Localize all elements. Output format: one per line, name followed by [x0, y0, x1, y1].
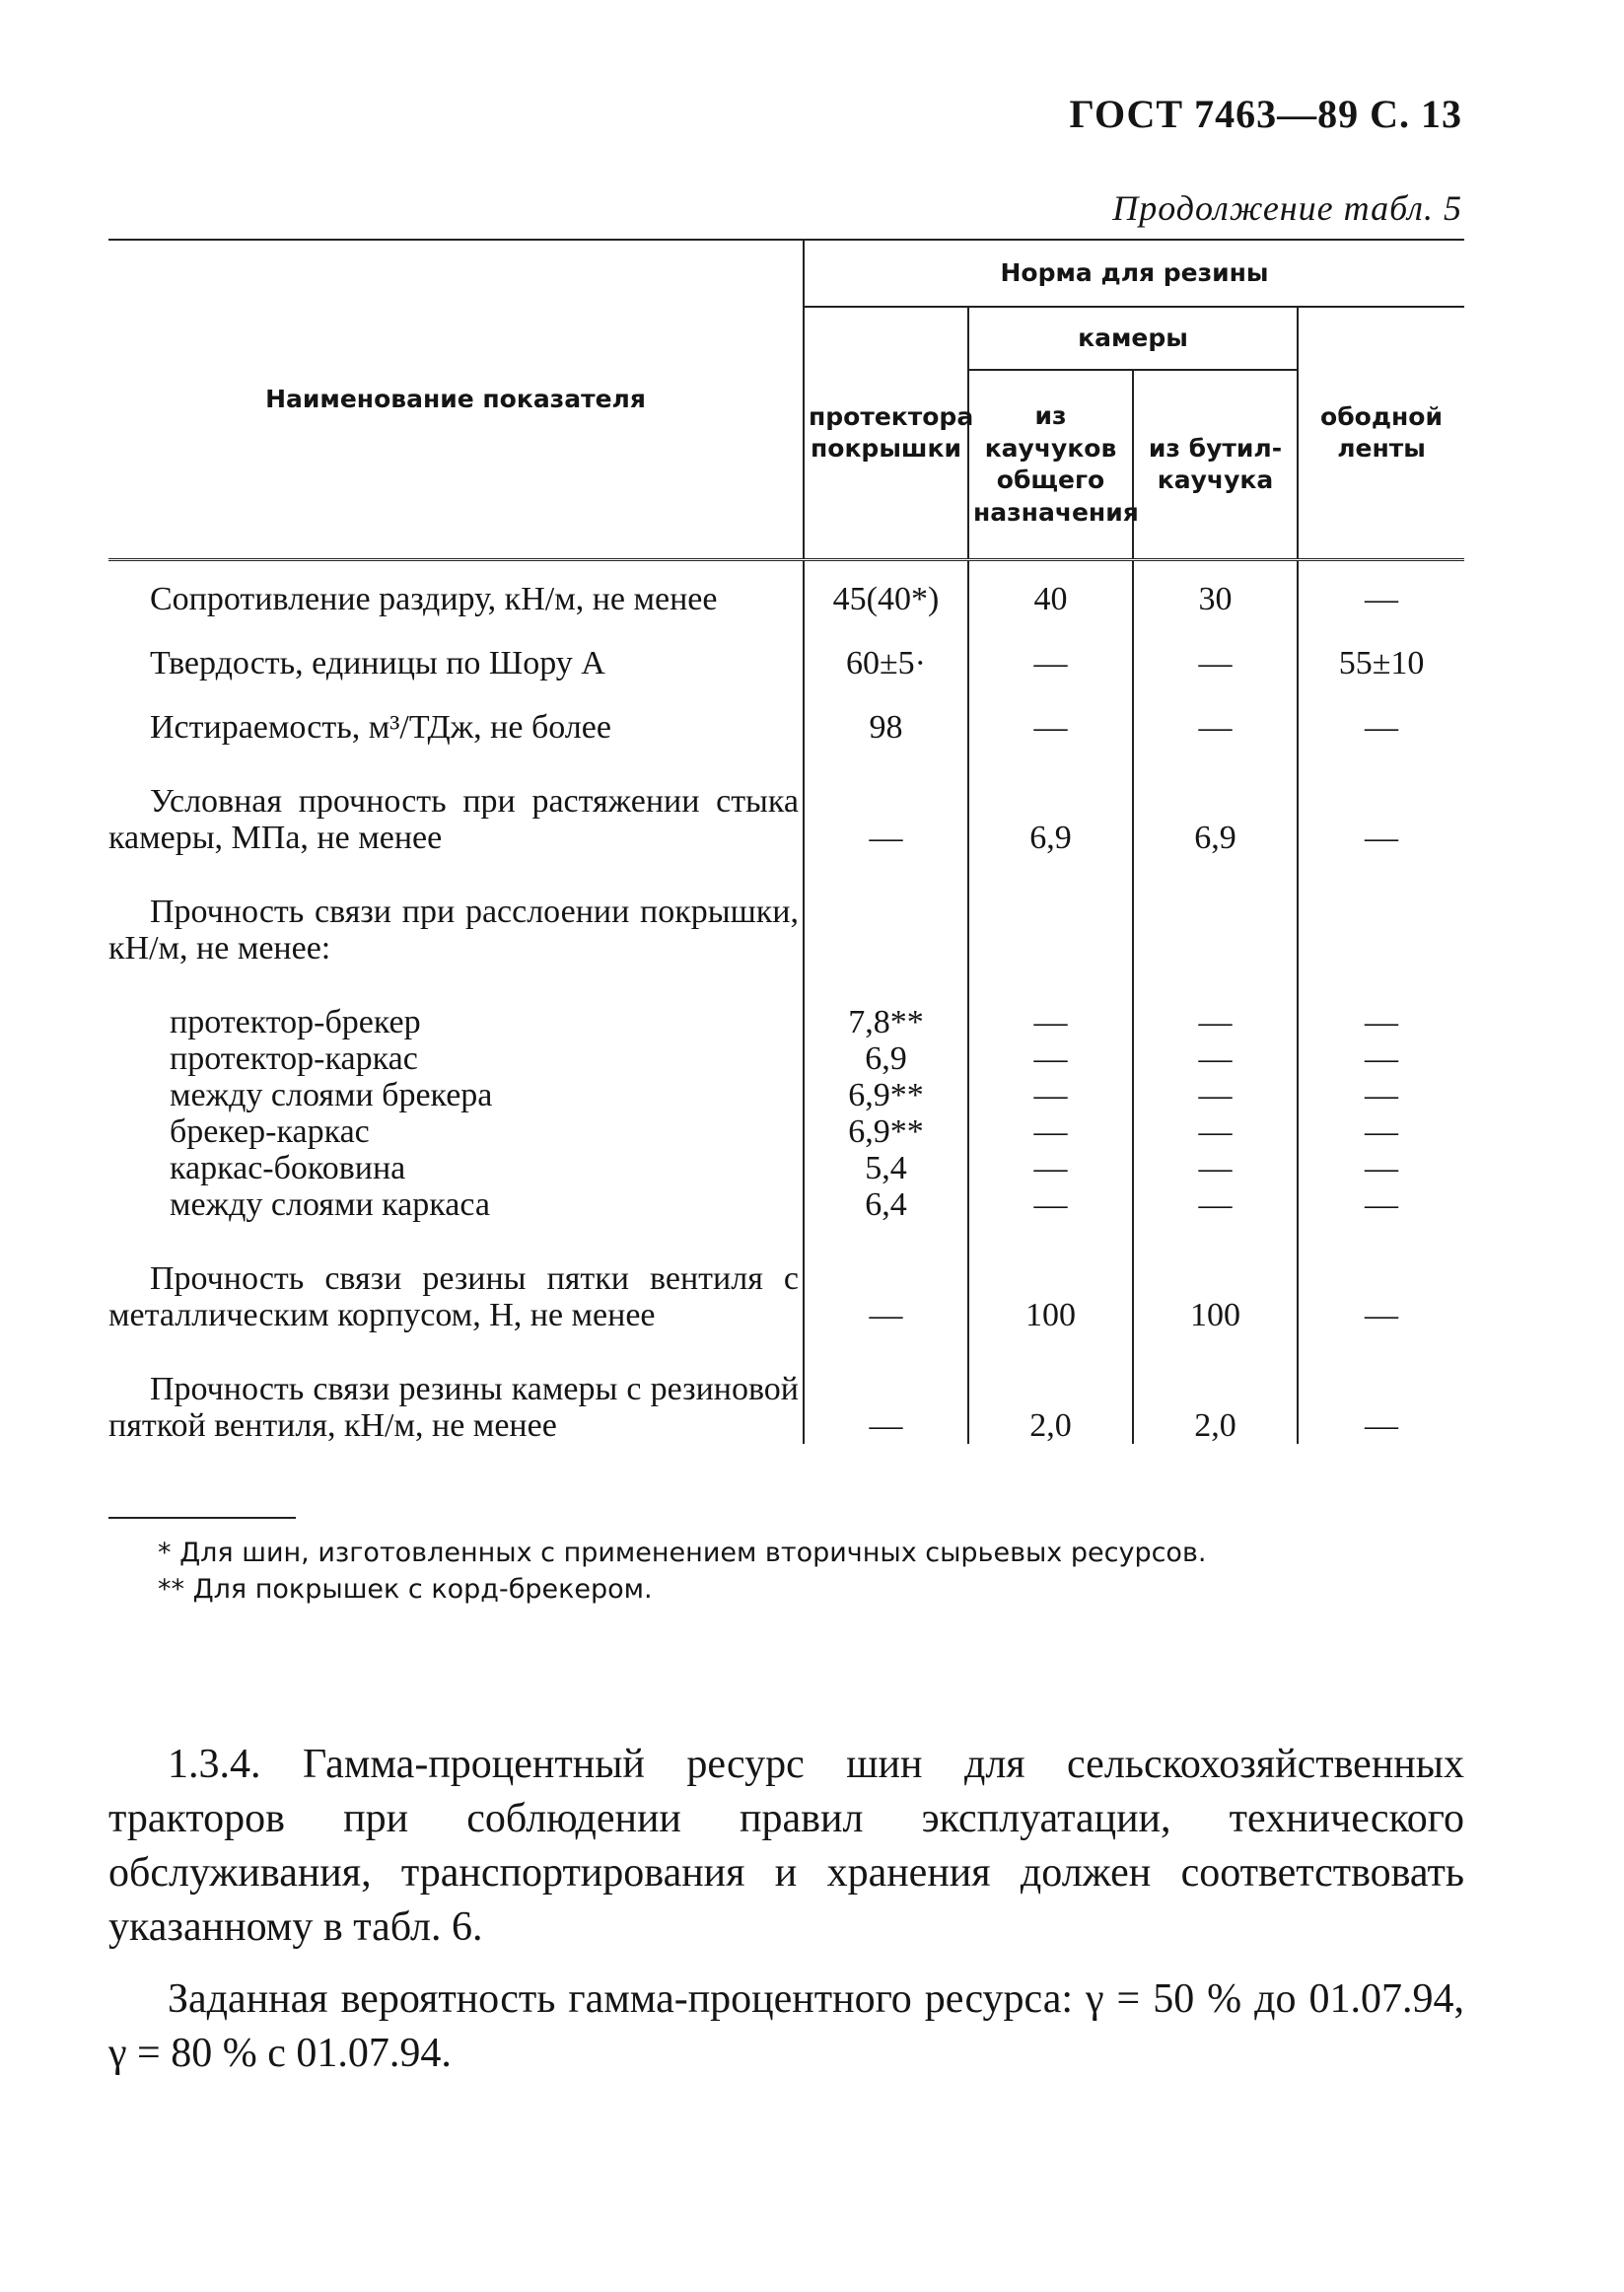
col-header-rim: ободной ленты — [1298, 307, 1464, 560]
cell-butyl: — — [1133, 681, 1298, 746]
cell-rim: — — [1298, 1040, 1464, 1077]
table-row — [108, 617, 1464, 681]
table-row — [108, 560, 1464, 618]
cell-rim: — — [1298, 1223, 1464, 1333]
page-header: ГОСТ 7463—89 С. 13 — [1069, 92, 1462, 136]
row-name: каркас-боковина — [170, 1150, 406, 1186]
cell-general: 2,0 — [968, 1333, 1133, 1444]
cell-rim: — — [1298, 1113, 1464, 1150]
cell-rim: — — [1298, 1333, 1464, 1444]
table-row — [108, 1077, 1464, 1113]
col-header-norm: Норма для резины — [804, 240, 1464, 307]
paragraph-probability: Заданная вероятность гамма-процентного ресурса: γ = 50 % до 01.07.94, γ = 80 % с 01.07.94. — [108, 1976, 1464, 2076]
cell-tread — [804, 856, 968, 967]
footnote-2: ** Для покрышек с корд-брекером. — [158, 1574, 653, 1605]
cell-tread: 6,4 — [804, 1186, 968, 1223]
cell-butyl: — — [1133, 617, 1298, 681]
cell-butyl: 6,9 — [1133, 746, 1298, 856]
cell-general: — — [968, 1113, 1133, 1150]
cell-butyl: 2,0 — [1133, 1333, 1298, 1444]
row-name: между слоями брекера — [170, 1077, 493, 1113]
cell-tread: 6,9** — [804, 1113, 968, 1150]
table-row — [108, 1113, 1464, 1150]
footnote-1: * Для шин, изготовленных с применением вторичных сырьевых ресурсов. — [158, 1538, 1207, 1568]
row-name: брекер-каркас — [170, 1113, 370, 1150]
cell-tread: 98 — [804, 681, 968, 746]
footnote-divider — [108, 1517, 296, 1519]
cell-rim: — — [1298, 681, 1464, 746]
cell-general: — — [968, 681, 1133, 746]
cell-general: — — [968, 617, 1133, 681]
col-header-tubes-general: из каучуков общего назначения — [968, 370, 1133, 560]
cell-butyl: — — [1133, 1186, 1298, 1223]
cell-butyl: — — [1133, 1150, 1298, 1186]
row-name: Сопротивление раздиру, кН/м, не менее — [150, 581, 718, 617]
table-row — [108, 1040, 1464, 1077]
cell-general: — — [968, 967, 1133, 1040]
cell-rim: — — [1298, 1077, 1464, 1113]
cell-tread: — — [804, 746, 968, 856]
table-row — [108, 1333, 1464, 1444]
table-row — [108, 856, 1464, 967]
cell-rim: — — [1298, 967, 1464, 1040]
cell-butyl: 30 — [1133, 560, 1298, 618]
cell-tread: 5,4 — [804, 1150, 968, 1186]
cell-general: 100 — [968, 1223, 1133, 1333]
paragraph-1-3-4: 1.3.4. Гамма-процентный ресурс шин для сельскохозяйственных тракторов при соблюдении правил эксплуатации, технического обслуживания, транспортирования и хранения должен соответствовать указанному в табл. 6. — [108, 1742, 1464, 1950]
cell-butyl: 100 — [1133, 1223, 1298, 1333]
row-name: Прочность связи при расслоении покрышки, кН/м, не менее: — [108, 894, 799, 967]
cell-rim: — — [1298, 560, 1464, 618]
cell-butyl: — — [1133, 967, 1298, 1040]
row-name: между слоями каркаса — [170, 1186, 490, 1223]
cell-tread: 7,8** — [804, 967, 968, 1040]
row-name: Прочность связи резины пятки вентиля с металлическим корпусом, Н, не менее — [108, 1260, 799, 1333]
cell-tread: 6,9** — [804, 1077, 968, 1113]
row-name: Истираемость, м³/ТДж, не более — [150, 709, 611, 746]
col-header-tubes-butyl: из бутил-каучука — [1133, 370, 1298, 560]
table-caption: Продолжение табл. 5 — [1112, 188, 1462, 228]
col-header-name: Наименование показателя — [108, 240, 804, 560]
cell-rim: 55±10 — [1298, 617, 1464, 681]
body-text — [108, 1738, 1464, 2099]
cell-butyl: — — [1133, 1077, 1298, 1113]
row-name: Твердость, единицы по Шору А — [150, 645, 605, 681]
cell-general — [968, 856, 1133, 967]
col-header-tread: протектора покрышки — [804, 307, 968, 560]
table-row — [108, 967, 1464, 1040]
cell-butyl — [1133, 856, 1298, 967]
cell-rim: — — [1298, 1186, 1464, 1223]
spec-table-container — [108, 239, 1464, 1444]
cell-general: 6,9 — [968, 746, 1133, 856]
cell-butyl: — — [1133, 1040, 1298, 1077]
table-row — [108, 1223, 1464, 1333]
cell-tread: 6,9 — [804, 1040, 968, 1077]
cell-tread: — — [804, 1223, 968, 1333]
row-name: протектор-каркас — [170, 1040, 418, 1077]
cell-tread: — — [804, 1333, 968, 1444]
cell-general: 40 — [968, 560, 1133, 618]
cell-rim — [1298, 856, 1464, 967]
cell-butyl: — — [1133, 1113, 1298, 1150]
row-name: Прочность связи резины камеры с резиновой пяткой вентиля, кН/м, не менее — [108, 1371, 799, 1444]
row-name: протектор-брекер — [170, 1004, 421, 1040]
table-row — [108, 746, 1464, 856]
cell-general: — — [968, 1186, 1133, 1223]
cell-rim: — — [1298, 1150, 1464, 1186]
table-row — [108, 681, 1464, 746]
cell-general: — — [968, 1150, 1133, 1186]
cell-rim: — — [1298, 746, 1464, 856]
col-header-tubes: камеры — [968, 307, 1298, 370]
footnotes — [158, 1535, 1440, 1608]
row-name: Условная прочность при растяжении стыка камеры, МПа, не менее — [108, 783, 799, 856]
table-row — [108, 1186, 1464, 1223]
cell-general: — — [968, 1040, 1133, 1077]
cell-tread: 45(40*) — [804, 560, 968, 618]
cell-tread: 60±5· — [804, 617, 968, 681]
table-row — [108, 1150, 1464, 1186]
spec-table — [108, 239, 1464, 1444]
cell-general: — — [968, 1077, 1133, 1113]
